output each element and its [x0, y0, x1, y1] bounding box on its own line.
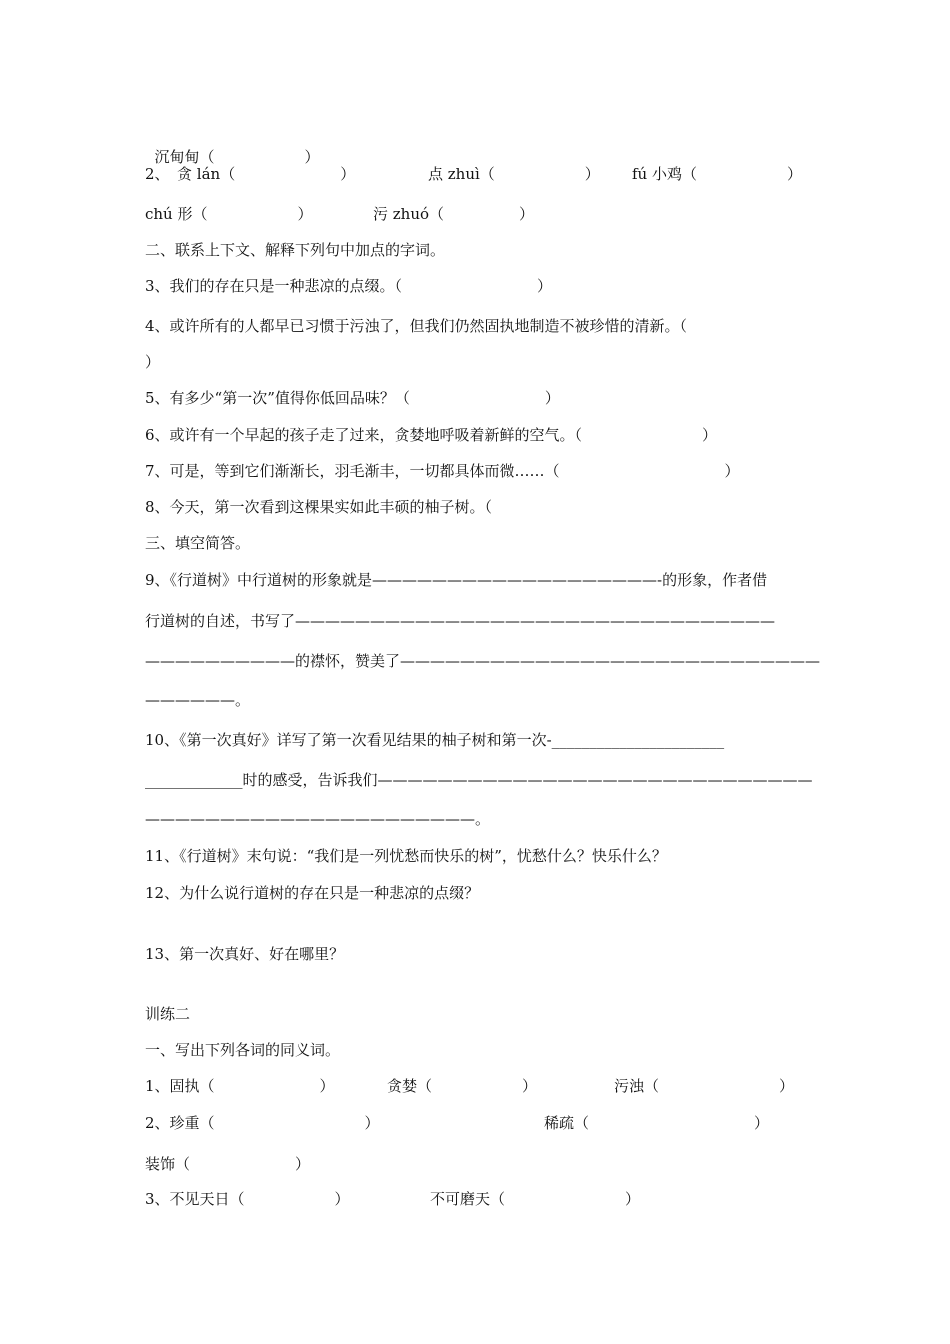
- question-4: 4、或许所有的人都早已习惯于污浊了，但我们仍然固执地制造不被珍惜的清新。（: [145, 317, 688, 335]
- question-9-line-4: ——————。: [145, 691, 251, 709]
- synonym-row-2: [145, 1113, 845, 1133]
- synonym-wuzhuo: 污浊（ ）: [614, 1077, 795, 1095]
- synonym-bujiantianri: 3、不见天日（ ）: [145, 1190, 350, 1208]
- vocab-chuxing: chú 形（ ）: [145, 205, 313, 223]
- question-7: 7、可是，等到它们渐渐长，羽毛渐丰，一切都具体而微……（ ）: [145, 462, 740, 480]
- question-8: 8、今天，第一次看到这棵果实如此丰硕的柚子树。（: [145, 498, 493, 516]
- question-9-line-2: 行道树的自述，书写了————————————————————————————————: [145, 612, 776, 630]
- synonym-guzhi: 1、固执（ ）: [145, 1077, 335, 1095]
- question-9-line-3: ——————————的襟怀，赞美了————————————————————————————: [145, 652, 821, 670]
- vocab-chendiandian: 沉甸甸（ ）: [154, 148, 320, 166]
- vocab-tanlan: 2、 贪 lán（ ）: [145, 165, 356, 183]
- synonym-row-1: [145, 1076, 845, 1096]
- question-3: 3、我们的存在只是一种悲凉的点缀。（ ）: [145, 277, 553, 295]
- line-pinyin-2: [145, 204, 845, 224]
- question-5: 5、有多少“第一次”值得你低回品味？（ ）: [145, 389, 560, 407]
- question-10: 10、《第一次真好》详写了第一次看见结果的柚子树和第一次-_______________________: [145, 731, 725, 749]
- section-2-heading: 二、联系上下文、解释下列句中加点的字词。: [145, 241, 446, 259]
- question-11: 11、《行道树》末句说：“我们是一列忧愁而快乐的树”，忧愁什么？快乐什么？: [145, 847, 667, 865]
- synonym-xishu: 稀疏（ ）: [544, 1114, 770, 1132]
- line-vocab-chendiandian: [145, 127, 320, 167]
- synonym-tanlan: 贪婪（ ）: [387, 1077, 538, 1095]
- question-6: 6、或许有一个早起的孩子走了过来，贪婪地呼吸着新鲜的空气。（ ）: [145, 426, 718, 444]
- question-10-line-3: ——————————————————————。: [145, 810, 491, 828]
- vocab-dianzhui: 点 zhuì（ ）: [428, 165, 600, 183]
- synonym-row-3: [145, 1189, 845, 1209]
- section-3-heading: 三、填空简答。: [145, 534, 251, 552]
- synonym-zhenzhong: 2、珍重（ ）: [145, 1114, 380, 1132]
- question-12: 12、为什么说行道树的存在只是一种悲凉的点缀？: [145, 884, 480, 902]
- line-q2-pinyin: [145, 164, 845, 184]
- synonym-bukemotian: 不可磨天（ ）: [430, 1190, 641, 1208]
- synonym-zhuangshi: 装饰（ ）: [145, 1155, 311, 1173]
- vocab-wuzhuo: 污 zhuó（ ）: [373, 205, 535, 223]
- question-13: 13、第一次真好、好在哪里？: [145, 945, 345, 963]
- question-10-line-2: _____________时的感受，告诉我们—————————————————————————————: [145, 771, 813, 789]
- training-2-heading: 训练二: [145, 1005, 191, 1023]
- training-2-section-1: 一、写出下列各词的同义词。: [145, 1041, 341, 1059]
- question-4-close: ）: [145, 353, 161, 371]
- question-9: 9、《行道树》中行道树的形象就是———————————————————-的形象，作者借: [145, 571, 768, 589]
- vocab-fu-xiaoji: fú 小鸡（ ）: [632, 165, 802, 183]
